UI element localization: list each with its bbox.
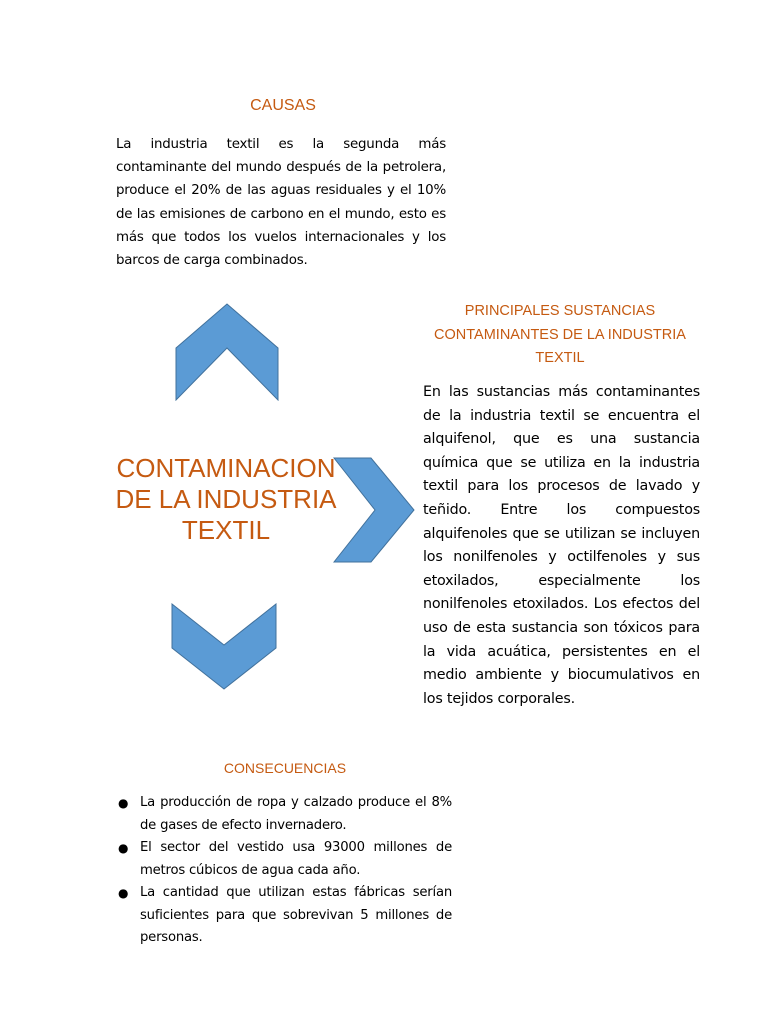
list-item xyxy=(116,837,452,882)
principales-paragraph: En las sustancias más contaminantes de la industria textil se encuentra el alquifenol, que es una sustancia química que se utiliza en la industria textil para los procesos de lavado y teñido. Entre los compuestos alquifenoles que se utilizan se incluyen los nonilfenoles y octilfenoles y sus etoxilados, especialmente los nonilfenoles etoxilados. Los efectos del uso de esta sustancia son tóxicos para la vida acuática, persistentes en el medio ambiente y biocumulativos en los tejidos corporales. xyxy=(423,384,700,707)
list-item-text: La cantidad que utilizan estas fábricas serían suficientes para que sobrevivan 5 millones de personas. xyxy=(140,885,452,945)
bullet-icon: ● xyxy=(118,841,129,855)
list-item-text: La producción de ropa y calzado produce el 8% de gases de efecto invernadero. xyxy=(140,795,452,833)
list-item xyxy=(116,792,452,837)
principales-heading: PRINCIPALES SUSTANCIAS CONTAMINANTES DE LA INDUSTRIA TEXTIL xyxy=(434,303,686,366)
center-title: CONTAMINACION DE LA INDUSTRIA TEXTIL xyxy=(115,453,337,545)
causas-paragraph: La industria textil es la segunda más contaminante del mundo después de la petrolera, produce el 20% de las aguas residuales y el 10% de las emisiones de carbono en el mundo, esto es más que todos los vuelos internacionales y los barcos de carga combinados. xyxy=(116,137,446,269)
causas-heading: CAUSAS xyxy=(250,97,316,114)
chevron-right-arrow-icon xyxy=(333,457,415,563)
list-item xyxy=(116,882,452,950)
bullet-icon: ● xyxy=(118,796,129,810)
list-item-text: El sector del vestido usa 93000 millones de metros cúbicos de agua cada año. xyxy=(140,840,452,878)
consecuencias-list xyxy=(116,792,452,950)
chevron-up-arrow-icon xyxy=(175,303,279,401)
bullet-icon: ● xyxy=(118,886,129,900)
consecuencias-heading: CONSECUENCIAS xyxy=(223,760,347,776)
chevron-down-arrow-icon xyxy=(171,603,277,690)
